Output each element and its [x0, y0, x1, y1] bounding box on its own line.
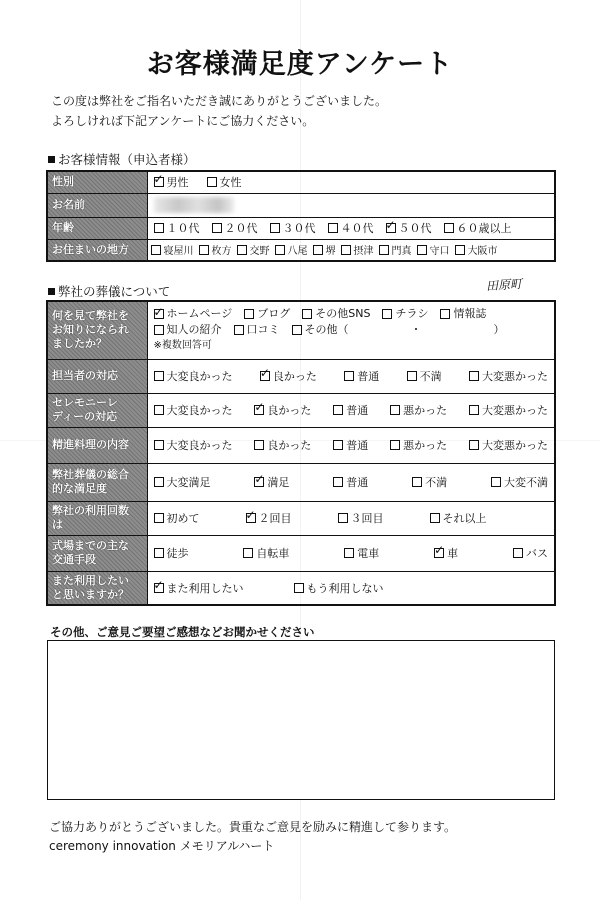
option-label: 普通 [357, 370, 380, 383]
checkbox-icon [412, 477, 422, 487]
checkbox-rating-option[interactable] [390, 437, 447, 453]
checkbox-rating-option[interactable] [513, 545, 548, 561]
checkbox-rating-option[interactable] [154, 368, 233, 384]
option-label: 大変良かった [166, 370, 233, 383]
checkbox-icon [234, 325, 244, 335]
option-label: 大変不満 [504, 476, 548, 489]
label-source [47, 301, 147, 359]
option-label: 良かった [267, 439, 312, 452]
option-label: ３回目 [350, 512, 384, 525]
checkbox-rating-option[interactable] [254, 402, 311, 418]
option-label: その他SNS [315, 307, 371, 321]
checkbox-rating-option[interactable] [333, 474, 368, 490]
checkbox-icon [444, 223, 454, 233]
row-area [47, 239, 555, 261]
label-line: ディーの対応 [52, 410, 118, 423]
row-name [47, 193, 555, 217]
checkbox-icon [469, 405, 479, 415]
label-line: 担当者の対応 [52, 369, 118, 382]
checked-checkbox-icon [154, 309, 164, 319]
option-label: 知人の紹介 [166, 323, 222, 337]
row-rating [47, 359, 555, 393]
rating-label [47, 393, 147, 427]
checkbox-rating-option[interactable] [412, 474, 447, 490]
checked-checkbox-icon [246, 513, 256, 523]
checkbox-source-option[interactable] [440, 306, 486, 322]
checked-checkbox-icon [154, 583, 164, 593]
square-bullet-icon [48, 288, 55, 295]
funeral-survey-table [46, 300, 556, 606]
checked-checkbox-icon [254, 477, 264, 487]
comments-heading: その他、ご意見ご要望ご感想などお聞かせください [50, 625, 315, 639]
checkbox-icon [243, 548, 253, 558]
checkbox-icon [154, 325, 164, 335]
checkbox-source-option[interactable] [382, 306, 428, 322]
checked-checkbox-icon [434, 548, 444, 558]
checkbox-icon [154, 548, 164, 558]
label-line: 式場までの主な [52, 539, 129, 552]
checkbox-rating-option[interactable] [154, 474, 211, 490]
checkbox-icon [440, 309, 450, 319]
section-heading-text: 弊社の葬儀について [58, 284, 171, 299]
checkbox-icon [154, 513, 164, 523]
checkbox-area-option[interactable] [151, 242, 194, 257]
checkbox-rating-option[interactable] [254, 437, 311, 453]
option-label: 大変悪かった [482, 439, 548, 452]
rating-label [47, 427, 147, 463]
checkbox-icon [199, 245, 209, 255]
option-label: 普通 [346, 439, 369, 452]
label-line: 精進料理の内容 [52, 438, 129, 451]
checkbox-icon [294, 583, 304, 593]
checkbox-source-option[interactable] [154, 306, 233, 322]
option-label: 堺 [325, 246, 336, 258]
checkbox-rating-option[interactable] [430, 510, 487, 526]
checkbox-icon [275, 245, 285, 255]
option-label: ２回目 [258, 512, 292, 525]
row-rating [47, 535, 555, 571]
checkbox-area-option[interactable] [379, 242, 412, 257]
option-label: 普通 [346, 404, 369, 417]
option-label: 不満 [419, 370, 442, 383]
checkbox-rating-option[interactable] [333, 437, 368, 453]
option-label: 寝屋川 [163, 246, 194, 258]
checked-checkbox-icon [386, 223, 396, 233]
row-rating [47, 571, 555, 605]
checkbox-source-option[interactable] [292, 322, 349, 338]
option-label: 大阪市 [467, 246, 498, 258]
checkbox-age-10s[interactable] [154, 220, 200, 236]
checkbox-icon [302, 309, 312, 319]
rating-options [147, 535, 555, 571]
checkbox-icon [333, 405, 343, 415]
checkbox-rating-option[interactable] [154, 437, 233, 453]
checkbox-rating-option[interactable] [469, 368, 548, 384]
section-heading-customer-info [48, 150, 196, 168]
checkbox-icon [328, 223, 338, 233]
checkbox-icon [390, 440, 400, 450]
checkbox-icon [313, 245, 323, 255]
rating-label [47, 535, 147, 571]
comments-textarea[interactable] [47, 640, 555, 800]
checkbox-icon [382, 309, 392, 319]
option-label: １０代 [166, 222, 200, 235]
checkbox-icon [333, 477, 343, 487]
checkbox-rating-option[interactable] [390, 402, 447, 418]
rating-options [147, 571, 555, 605]
option-label: その他（ [304, 323, 349, 337]
checkbox-icon [341, 245, 351, 255]
option-label: 電車 [357, 547, 380, 560]
option-label: ４０代 [340, 222, 374, 235]
checkbox-male[interactable] [154, 174, 189, 190]
square-bullet-icon [48, 156, 55, 163]
label-line: 何を見て弊社を [52, 309, 129, 323]
checkbox-icon [417, 245, 427, 255]
option-label: 良かった [267, 404, 312, 417]
multi-answer-note: ※複数回答可 [153, 340, 212, 352]
checkbox-rating-option[interactable] [407, 368, 442, 384]
row-rating [47, 427, 555, 463]
option-label: 大変満足 [166, 476, 211, 489]
option-label: もう利用しない [306, 581, 384, 595]
checkbox-icon [469, 371, 479, 381]
checkbox-rating-option[interactable] [154, 510, 200, 526]
checkbox-icon [333, 440, 343, 450]
label-line: また利用したい [52, 573, 129, 587]
option-label: 初めて [166, 512, 200, 525]
checkbox-icon [244, 309, 254, 319]
option-label: 摂津 [353, 246, 374, 258]
company-signature: ceremony innovation メモリアルハート [49, 839, 275, 853]
name-field[interactable] [147, 193, 555, 217]
checkbox-icon [344, 371, 354, 381]
label-line: ましたか？ [52, 337, 107, 351]
checkbox-icon [154, 440, 164, 450]
checkbox-age-40s[interactable] [328, 220, 374, 236]
intro-line-1: この度は弊社をご指名いただき誠にありがとうございました。 [51, 94, 388, 108]
section-heading-funeral [48, 282, 170, 300]
label-line: セレモニーレ [52, 396, 118, 409]
checkbox-rating-option[interactable] [344, 368, 379, 384]
option-label: 車 [447, 547, 459, 560]
checked-checkbox-icon [260, 371, 270, 381]
checkbox-area-option[interactable] [455, 242, 498, 257]
checkbox-area-option[interactable] [275, 242, 308, 257]
label-gender: 性別 [47, 171, 147, 193]
checkbox-rating-option[interactable] [154, 402, 233, 418]
checkbox-source-option[interactable] [302, 306, 370, 322]
checkbox-age-30s[interactable] [270, 220, 316, 236]
option-label: 交野 [249, 246, 270, 258]
row-gender [47, 171, 555, 193]
checkbox-icon [154, 371, 164, 381]
option-label: ６０歳以上 [456, 222, 512, 235]
option-label: 守口 [429, 246, 450, 258]
option-label: 悪かった [403, 439, 448, 452]
gender-options [147, 171, 555, 193]
option-label: 八尾 [287, 246, 308, 258]
option-label: チラシ [395, 307, 429, 321]
checkbox-rating-option[interactable] [338, 510, 384, 526]
checkbox-rating-option[interactable] [491, 474, 548, 490]
option-label: 不満 [425, 476, 448, 489]
checkbox-rating-option[interactable] [469, 437, 548, 453]
checkbox-rating-option[interactable] [243, 545, 289, 561]
checkbox-icon [407, 371, 417, 381]
option-label: ２０代 [224, 222, 258, 235]
option-label: バス [526, 547, 548, 560]
rating-options [147, 393, 555, 427]
option-label: それ以上 [442, 512, 487, 525]
checkbox-area-option[interactable] [313, 242, 336, 257]
checkbox-area-option[interactable] [237, 242, 270, 257]
row-rating [47, 501, 555, 535]
checkbox-rating-option[interactable] [154, 545, 189, 561]
checkbox-source-option[interactable] [234, 322, 280, 338]
checkbox-rating-option[interactable] [154, 580, 244, 596]
rating-options [147, 463, 555, 501]
checkbox-rating-option[interactable] [294, 580, 384, 596]
checkbox-area-option[interactable] [417, 242, 450, 257]
section-heading-text: お客様情報（申込者様） [58, 152, 196, 167]
checkbox-area-option[interactable] [341, 242, 374, 257]
checkbox-icon [338, 513, 348, 523]
checkbox-rating-option[interactable] [434, 545, 458, 561]
rating-label [47, 463, 147, 501]
row-rating [47, 393, 555, 427]
checkbox-female[interactable] [207, 174, 242, 190]
checkbox-icon [455, 245, 465, 255]
option-label: ５０代 [398, 222, 432, 235]
rating-options [147, 359, 555, 393]
option-label: 自転車 [256, 547, 290, 560]
checkbox-icon [379, 245, 389, 255]
area-options [147, 239, 555, 261]
checkbox-icon [513, 548, 523, 558]
checkbox-rating-option[interactable] [254, 474, 289, 490]
checkbox-icon [154, 223, 164, 233]
checked-checkbox-icon [154, 177, 164, 187]
label-name: お名前 [47, 193, 147, 217]
checkbox-icon [212, 223, 222, 233]
checkbox-icon [270, 223, 280, 233]
checkbox-icon [469, 440, 479, 450]
option-label: 大変悪かった [482, 370, 548, 383]
checkbox-source-option[interactable] [244, 306, 290, 322]
row-age [47, 217, 555, 239]
option-label: 大変良かった [166, 439, 233, 452]
checkbox-icon [390, 405, 400, 415]
label-line: 交通手段 [52, 553, 96, 566]
rating-label [47, 359, 147, 393]
checkbox-icon [344, 548, 354, 558]
checkbox-icon [154, 477, 164, 487]
option-label: ホームページ [166, 307, 233, 321]
checkbox-rating-option[interactable] [246, 510, 292, 526]
label-line: 弊社の利用回数 [52, 504, 129, 517]
option-label: 口コミ [246, 323, 280, 337]
checkbox-icon [491, 477, 501, 487]
rating-options [147, 501, 555, 535]
option-label: 満足 [267, 476, 290, 489]
checkbox-age-50s[interactable] [386, 220, 432, 236]
label-line: 弊社葬儀の総合 [52, 468, 129, 481]
option-label: また利用したい [166, 581, 244, 595]
row-rating [47, 463, 555, 501]
checkbox-area-option[interactable] [199, 242, 232, 257]
option-label: 大変良かった [166, 404, 233, 417]
age-options [147, 217, 555, 239]
label-line: 的な満足度 [52, 482, 107, 495]
label-line: お知りになられ [52, 323, 129, 337]
source-options [147, 301, 555, 359]
checkbox-icon [154, 405, 164, 415]
bracket-dot: ・ [410, 323, 422, 337]
option-label: 女性 [219, 176, 242, 190]
option-label: 男性 [166, 176, 189, 190]
checkbox-icon [254, 440, 264, 450]
option-label: 門真 [391, 246, 412, 258]
rating-label [47, 571, 147, 605]
closing-message: ご協力ありがとうございました。貴重なご意見を励みに精進して参ります。 [49, 820, 457, 834]
checkbox-icon [430, 513, 440, 523]
option-label: 情報誌 [453, 307, 487, 321]
checkbox-rating-option[interactable] [344, 545, 379, 561]
label-area: お住まいの地方 [47, 239, 147, 261]
option-label: 大変悪かった [482, 404, 548, 417]
checkbox-icon [292, 325, 302, 335]
checkbox-rating-option[interactable] [333, 402, 368, 418]
checkbox-age-20s[interactable] [212, 220, 258, 236]
bracket-close: ） [493, 323, 505, 337]
checkbox-age-60plus[interactable] [444, 220, 512, 236]
checkbox-source-option[interactable] [154, 322, 222, 338]
survey-title: お客様満足度アンケート [146, 49, 454, 80]
label-line: は [52, 518, 63, 531]
option-label: 枚方 [211, 246, 232, 258]
rating-options [147, 427, 555, 463]
customer-info-table [46, 170, 556, 262]
option-label: 良かった [272, 370, 317, 383]
checked-checkbox-icon [254, 405, 264, 415]
rating-label [47, 501, 147, 535]
redacted-name [154, 197, 234, 213]
option-label: 普通 [346, 476, 369, 489]
handwritten-note: 田原町 [485, 276, 523, 294]
option-label: ３０代 [282, 222, 316, 235]
label-age: 年齢 [47, 217, 147, 239]
intro-line-2: よろしければ下記アンケートにご協力ください。 [51, 114, 315, 128]
checkbox-rating-option[interactable] [260, 368, 317, 384]
option-label: ブログ [257, 307, 291, 321]
option-label: 徒歩 [166, 547, 189, 560]
checkbox-icon [207, 177, 217, 187]
label-line: と思いますか？ [52, 587, 129, 601]
checkbox-rating-option[interactable] [469, 402, 548, 418]
checkbox-icon [151, 245, 161, 255]
checkbox-icon [237, 245, 247, 255]
option-label: 悪かった [403, 404, 448, 417]
row-source [47, 301, 555, 359]
